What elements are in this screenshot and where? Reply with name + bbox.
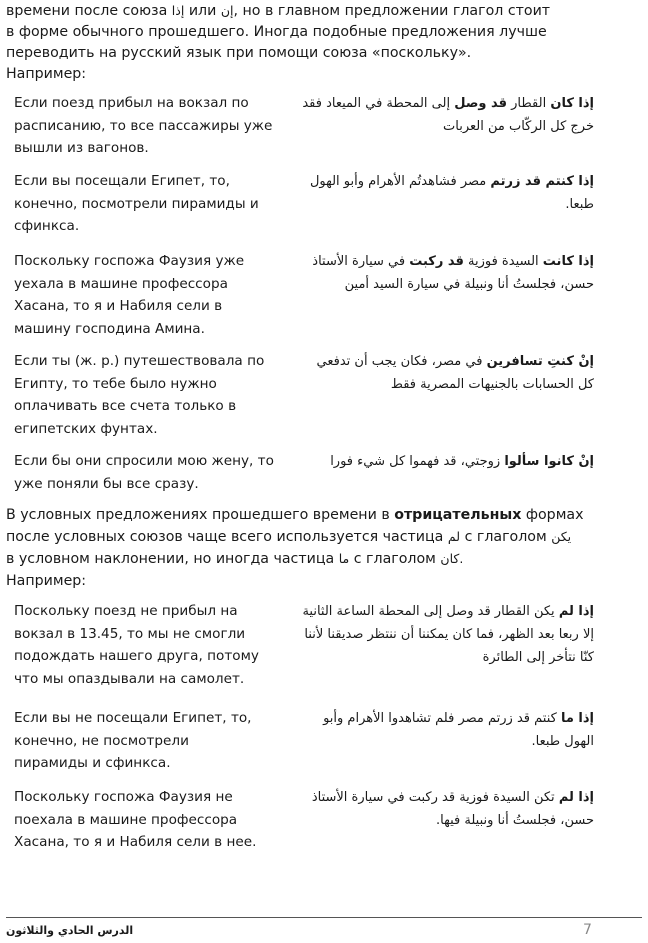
intro-line-3: переводить на русский язык при помощи союза «поскольку». [6,45,472,61]
middle-line-3: в условном наклонении, но иногда частица ما с глаголом كان. [6,551,464,567]
arabic-sentence: إذا كانت السيدة فوزية قد ركبت في سيارة الأستاذ حسن، فجلستُ أنا ونبيلة في سيارة السيد أمين [312,254,594,292]
arabic-sentence: إذا لم تكن السيدة فوزية قد ركبت في سيارة الأستاذ حسن، فجلستُ أنا ونبيلة فيها. [311,790,594,828]
russian-translation: Если вы посещали Египет, то, конечно, посмотрели пирамиды и сфинкса. [14,173,259,234]
russian-translation: Поскольку поезд не прибыл на вокзал в 13.45, то мы не смогли подождать нашего друга, потому что мы опаздывали на самолет. [14,603,259,687]
arabic-sentence: إذا ما كنتم قد زرتم مصر فلم تشاهدوا الأهرام وأبو الهول طبعا. [323,711,594,749]
arabic-sentence: إذا كان القطار قد وصل إلى المحطة في الميعاد فقد خرج كل الركّاب من العربات [302,96,594,134]
arabic-sentence: إذا لم يكن القطار قد وصل إلى المحطة الساعة الثانية إلا ربعا بعد الظهر، فما كان يمكننا أن ننتظر صديقنا لأننا كنّا نتأخر إلى الطائرة [302,604,594,665]
lesson-title: الدرس الحادي والثلاثون [6,924,134,937]
arabic-sentence: إنْ كنتِ تسافرين في مصر، فكان يجب أن تدفعي كل الحسابات بالجنيهات المصرية فقط [316,354,594,392]
example-label-2: Например: [6,573,87,589]
middle-line-1: В условных предложениях прошедшего времени в отрицательных формах [6,507,584,523]
russian-translation: Если ты (ж. р.) путешествовала по Египту, то тебе было нужно оплачивать все счета только в египетских фунтах. [14,353,265,437]
intro-line-2: в форме обычного прошедшего. Иногда подобные предложения лучше [6,24,547,40]
intro-line-1: времени после союза إذا или إن, но в главном предложении глагол стоит [6,3,551,19]
middle-paragraph [6,505,596,570]
middle-line-2: после условных союзов чаще всего используется частица لم с глаголом يكن [6,529,572,545]
footer-divider [6,917,642,918]
russian-translation: Если бы они спросили мою жену, то уже поняли бы все сразу. [14,453,274,492]
russian-translation: Поскольку госпожа Фаузия не поехала в машине профессора Хасана, то я и Набиля сели в нее. [14,789,257,850]
russian-translation: Если вы не посещали Египет, то, конечно, не посмотрели пирамиды и сфинкса. [14,710,252,771]
example-label-1: Например: [6,66,87,82]
page-number: 7 [583,922,592,938]
russian-translation: Поскольку госпожа Фаузия уже уехала в машине профессора Хасана, то я и Набиля сели в машину господина Амина. [14,253,245,337]
arabic-sentence: إذا كنتم قد زرتم مصر فشاهدتُم الأهرام وأبو الهول طبعا. [309,174,594,212]
russian-translation: Если поезд прибыл на вокзал по расписанию, то все пассажиры уже вышли из вагонов. [14,95,273,156]
intro-paragraph [6,0,596,64]
arabic-sentence: إنْ كانوا سألوا زوجتي، قد فهموا كل شيء فورا [330,454,594,469]
